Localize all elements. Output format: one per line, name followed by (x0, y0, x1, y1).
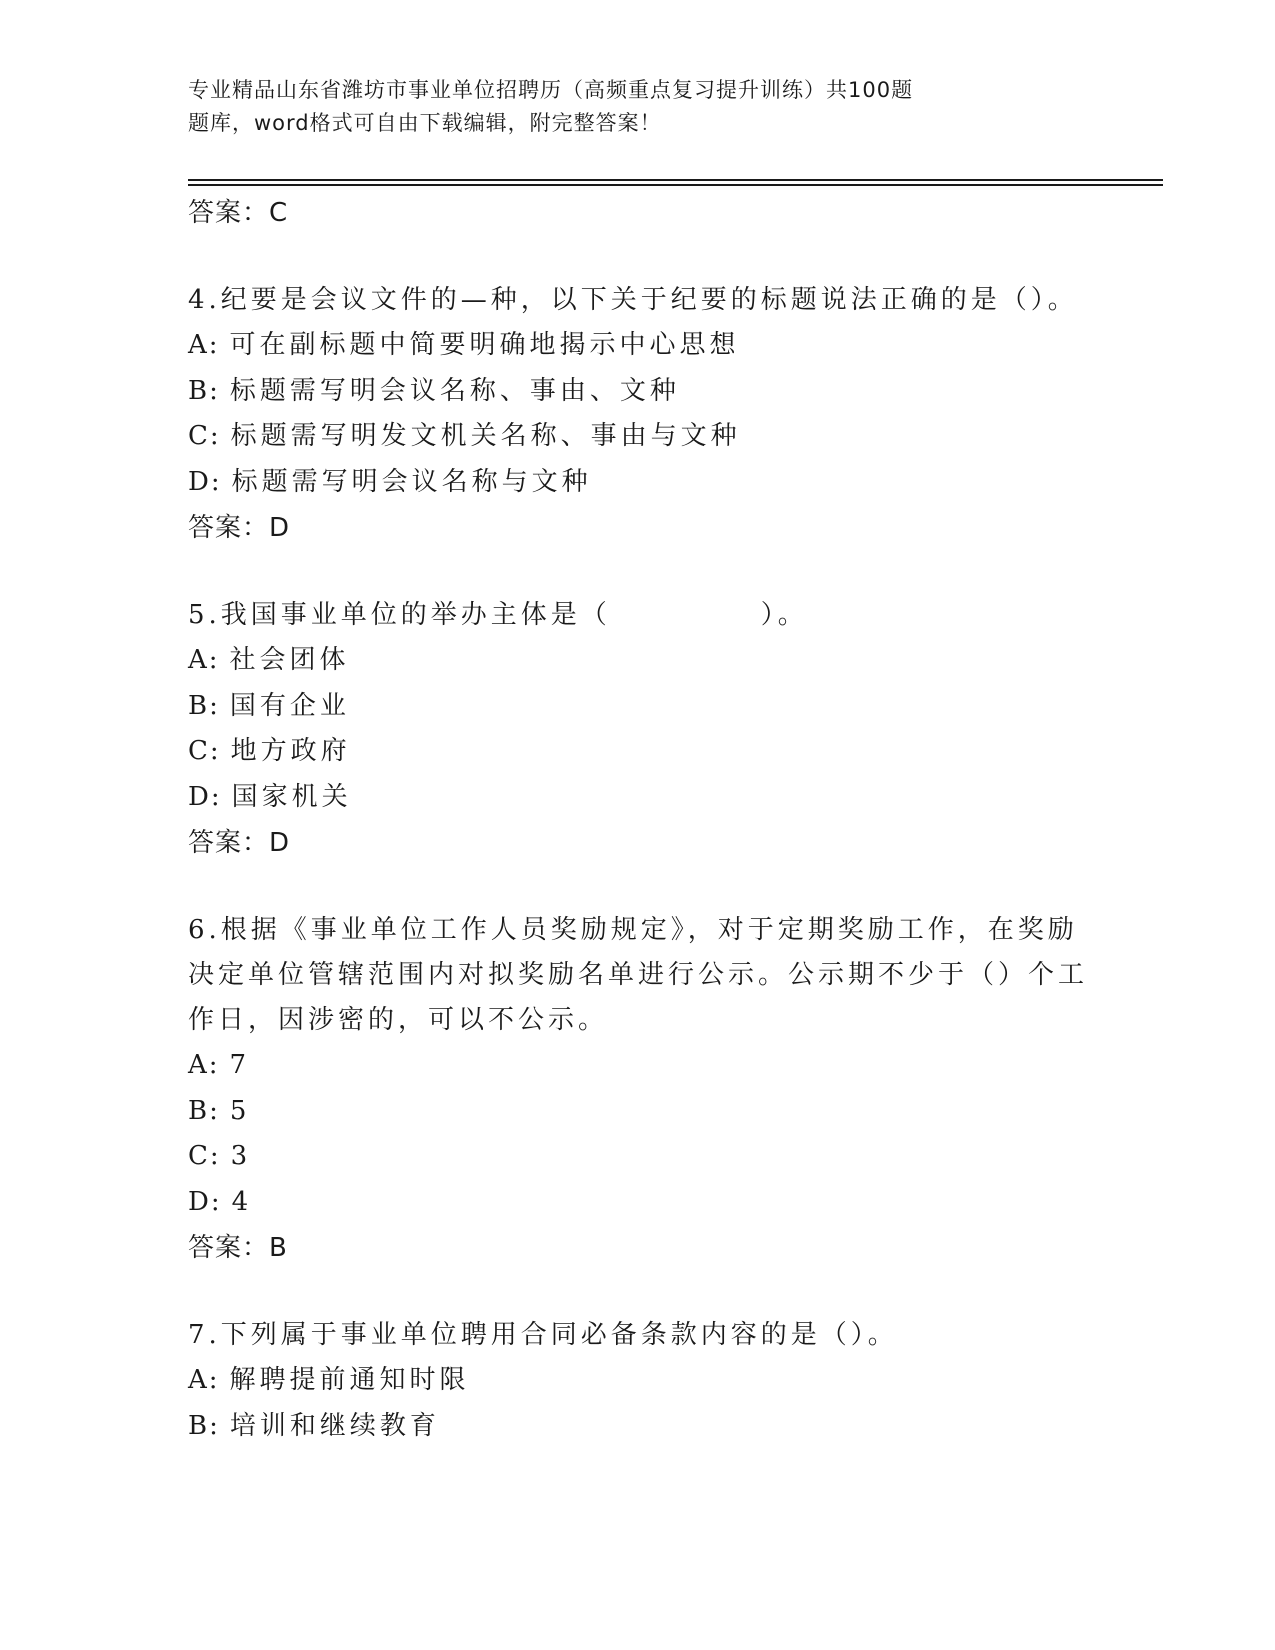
option-text: 地方政府 (230, 736, 351, 766)
option-a (188, 1043, 1088, 1089)
answer-line: 答案：D (188, 513, 291, 543)
option-d (188, 775, 1088, 821)
option-key: A: (188, 1050, 220, 1080)
question-block (188, 1313, 1088, 1449)
question-text: 7.下列属于事业单位聘用合同必备条款内容的是（）。 (188, 1320, 898, 1350)
option-text: 培训和继续教育 (229, 1410, 440, 1441)
header-divider-bottom (188, 184, 1163, 186)
answer-line: 答案：D (188, 828, 291, 858)
option-key: C: (188, 421, 221, 451)
option-b (188, 1404, 1088, 1450)
option-text: 标题需写明发文机关名称、事由与文种 (230, 421, 741, 451)
option-d (188, 1180, 1088, 1226)
answer-line: 答案：C (188, 198, 289, 228)
option-text: 7 (229, 1050, 251, 1080)
option-key: A: (188, 330, 220, 360)
question-block (188, 278, 1088, 551)
header-divider-top (188, 179, 1163, 181)
option-b (188, 684, 1088, 730)
option-text: 解聘提前通知时限 (229, 1365, 470, 1395)
option-d (188, 460, 1088, 506)
header-line-1: 专业精品山东省潍坊市事业单位招聘历（高频重点复习提升训练）共100题 (188, 78, 914, 102)
question-list (188, 190, 1088, 1449)
option-a (188, 323, 1088, 369)
option-key: A: (188, 645, 220, 675)
option-a (188, 638, 1088, 684)
option-text: 5 (229, 1095, 251, 1126)
document-header (188, 74, 1038, 140)
answer-line: 答案：B (188, 1233, 288, 1263)
question-block (188, 908, 1088, 1271)
option-key: A: (188, 1365, 220, 1395)
option-text: 可在副标题中简要明确地揭示中心思想 (229, 330, 740, 360)
question-text: 4.纪要是会议文件的—种，以下关于纪要的标题说法正确的是（）。 (188, 285, 1078, 315)
option-text: 标题需写明会议名称、事由、文种 (229, 375, 680, 406)
question-text: 6.根据《事业单位工作人员奖励规定》，对于定期奖励工作，在奖励决定单位管辖范围内对拟奖励名单进行公示。公示期不少于（）个工作日，因涉密的，可以不公示。 (188, 915, 1089, 1035)
option-text: 4 (231, 1186, 253, 1217)
option-key: B: (188, 1410, 220, 1441)
option-text: 3 (230, 1141, 252, 1171)
option-text: 标题需写明会议名称与文种 (231, 466, 592, 497)
option-text: 社会团体 (229, 645, 350, 675)
option-c (188, 729, 1088, 775)
option-key: B: (188, 375, 220, 406)
option-c (188, 1134, 1088, 1180)
option-b (188, 369, 1088, 415)
option-key: C: (188, 1141, 221, 1171)
option-b (188, 1089, 1088, 1135)
option-text: 国有企业 (229, 690, 350, 721)
header-line-2: 题库，word格式可自由下载编辑，附完整答案！ (188, 111, 662, 135)
question-block (188, 593, 1088, 866)
option-a (188, 1358, 1088, 1404)
option-key: C: (188, 736, 221, 766)
option-text: 国家机关 (231, 781, 352, 812)
option-key: D: (188, 466, 222, 497)
option-key: B: (188, 690, 220, 721)
option-c (188, 414, 1088, 460)
option-key: B: (188, 1095, 220, 1126)
option-key: D: (188, 1186, 222, 1217)
option-key: D: (188, 781, 222, 812)
question-text: 5.我国事业单位的举办主体是（ ）。 (188, 600, 808, 630)
